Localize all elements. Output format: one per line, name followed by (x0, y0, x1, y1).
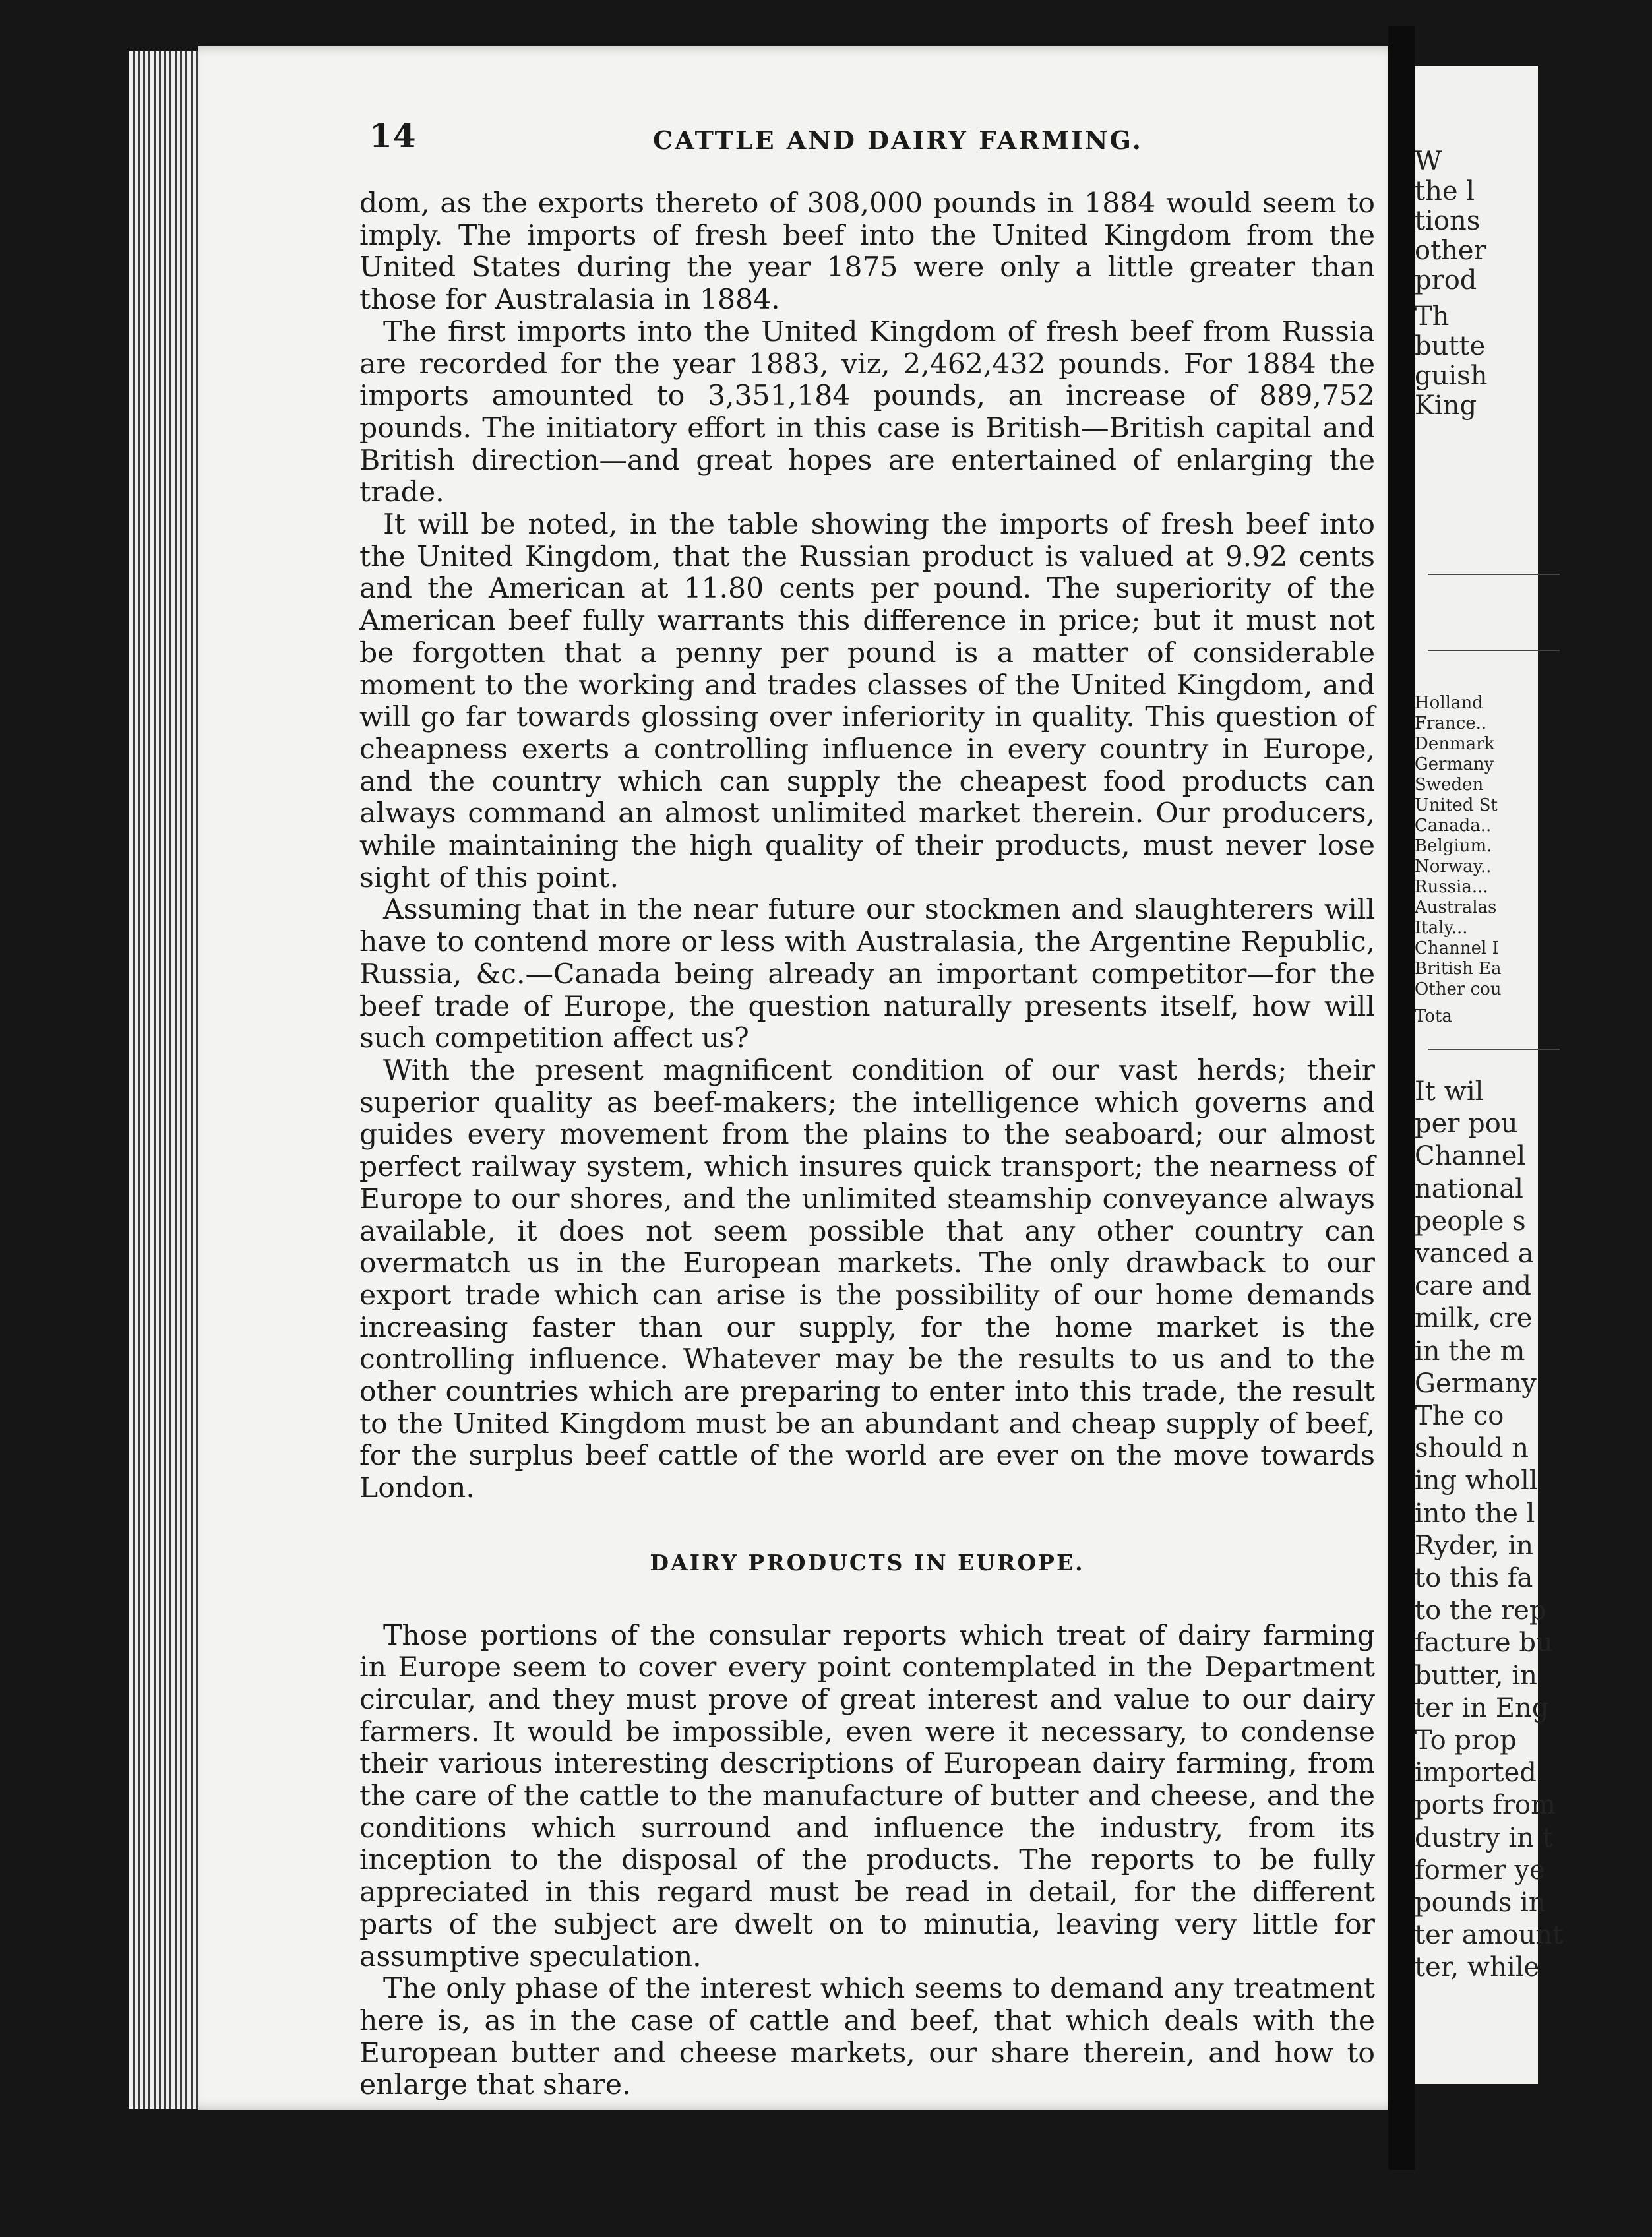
facing-text-line: Germany (1415, 1368, 1537, 1399)
facing-text-line: national (1415, 1173, 1523, 1204)
facing-text-line: To prop (1415, 1725, 1517, 1756)
facing-text-line: other (1415, 235, 1486, 266)
table-rule (1428, 574, 1560, 575)
paragraph: Assuming that in the near future our stockmen and slaughterers will have to contend more or less with Australasia, the Argentine Republic, Russia, &c.—Canada being already an important competitor—for the beef trade of Europe, the question naturally presents itself, how will such competition affect us? (359, 894, 1375, 1055)
facing-text-line: ter in Eng (1415, 1692, 1549, 1723)
facing-text-line: butte (1415, 331, 1486, 361)
facing-table-row: Germany (1415, 754, 1494, 774)
facing-text-line: ports from (1415, 1790, 1556, 1821)
facing-text-line: W (1415, 146, 1442, 177)
facing-page-fragment (1415, 66, 1564, 2084)
facing-text-line: tions (1415, 206, 1481, 236)
facing-text-line: per pou (1415, 1109, 1518, 1140)
paragraph: With the present magnificent condition of our vast herds; their superior quality as beef-makers; the intelligence which governs and guides every movement from the plains to the seaboard; our almost perfect railway system, which insures quick transport; the nearness of Europe to our shores, and the unlimited steamship conveyance always available, it does not seem possible that any other country can overmatch us in the European markets. The only drawback to our export trade which can arise is the possibility of our home demands increasing faster than our supply, for the home market is the controlling influence. Whatever may be the results to us and to the other countries which are preparing to enter into this trade, the result to the United Kingdom must be an abundant and cheap supply of beef, for the surplus beef cattle of the world are ever on the move towards London. (359, 1054, 1375, 1505)
facing-text-line: ing wholl (1415, 1465, 1538, 1496)
facing-table-total: Tota (1415, 1006, 1452, 1026)
book-gutter (1388, 26, 1415, 2170)
facing-text-line: Ryder, in (1415, 1530, 1533, 1561)
page-number: 14 (369, 116, 417, 155)
facing-text-line: the l (1415, 176, 1475, 206)
facing-table-row: Denmark (1415, 734, 1495, 754)
facing-text-line: dustry in t (1415, 1822, 1553, 1853)
facing-table-row: United St (1415, 795, 1498, 815)
facing-text-line: imported (1415, 1758, 1537, 1789)
section-heading: DAIRY PRODUCTS IN EUROPE. (650, 1549, 1085, 1576)
facing-text-line: guish (1415, 361, 1488, 391)
facing-table-row: Channel I (1415, 938, 1499, 958)
facing-text-line: to the rep (1415, 1595, 1546, 1626)
facing-text-line: Th (1415, 301, 1450, 332)
facing-text-line: vanced a (1415, 1239, 1534, 1269)
facing-table-row: Belgium. (1415, 836, 1492, 856)
facing-text-line: The co (1415, 1401, 1504, 1431)
paragraph: The only phase of the interest which seems to demand any treatment here is, as in the case of cattle and beef, that which deals with the European butter and cheese markets, our share therein, and how to enlarge that share. (359, 1973, 1375, 2102)
facing-text-line: pounds in (1415, 1887, 1546, 1918)
facing-text-line: It wil (1415, 1076, 1484, 1107)
page-body (359, 188, 1375, 2102)
facing-text-line: facture bu (1415, 1628, 1553, 1659)
table-rule (1428, 650, 1560, 651)
facing-text-line: care and (1415, 1271, 1531, 1302)
facing-text-line: into the l (1415, 1498, 1535, 1529)
facing-table-row: France.. (1415, 714, 1487, 733)
facing-text-line: to this fa (1415, 1563, 1533, 1593)
facing-text-line: King (1415, 390, 1477, 421)
running-title: CATTLE AND DAIRY FARMING. (653, 125, 1143, 155)
facing-table-row: Russia... (1415, 877, 1488, 897)
facing-table-row: Australas (1415, 898, 1497, 917)
facing-text-line: former ye (1415, 1854, 1545, 1885)
paragraph: Those portions of the consular reports which treat of dairy farming in Europe seem to cover every point contemplated in the Department circular, and they must prove of great interest and value to our dairy farmers. It would be impossible, even were it necessary, to condense their various interesting descriptions of European dairy farming, from the care of the cattle to the manufacture of butter and cheese, and the conditions which surround and influence the industry, from its inception to the disposal of the products. The reports to be fully appreciated in this regard must be read in detail, for the different parts of the subject are dwelt on to minutia, leaving very little for assumptive speculation. (359, 1619, 1375, 1973)
facing-text-line: people s (1415, 1206, 1526, 1237)
facing-text-line: milk, cre (1415, 1303, 1533, 1334)
facing-text-line: should n (1415, 1433, 1529, 1464)
page-header (369, 116, 1372, 162)
facing-table-row: Norway.. (1415, 857, 1492, 876)
paragraph: It will be noted, in the table showing the imports of fresh beef into the United Kingdom, that the Russian product is valued at 9.92 cents and the American at 11.80 cents per pound. The superiority of the American beef fully warrants this difference in price; but it must not be forgotten that a penny per pound is a matter of considerable moment to the working and trades classes of the United Kingdom, and will go far towards glossing over inferiority in quality. This question of cheapness exerts a controlling influence in every country in Europe, and the country which can supply the cheapest food products can always command an almost unlimited market therein. Our producers, while maintaining the high quality of their products, must never lose sight of this point. (359, 508, 1375, 894)
facing-text-line: ter, while (1415, 1952, 1540, 1983)
facing-text-line: Channel (1415, 1141, 1526, 1172)
facing-table-row: Other cou (1415, 979, 1502, 999)
facing-text-line: ter amount (1415, 1920, 1564, 1951)
paragraph: dom, as the exports thereto of 308,000 pounds in 1884 would seem to imply. The imports of fresh beef into the United Kingdom from the United States during the year 1875 were only a little greater than those for Australasia in 1884. (359, 187, 1375, 317)
facing-text-line: in the m (1415, 1335, 1525, 1366)
facing-table-row: Holland (1415, 693, 1483, 713)
facing-text-line: prod (1415, 265, 1477, 295)
table-rule (1428, 1049, 1560, 1050)
facing-table-row: Canada.. (1415, 816, 1492, 836)
facing-text-line: butter, in (1415, 1660, 1537, 1691)
paragraph: The first imports into the United Kingdom of fresh beef from Russia are recorded for the year 1883, viz, 2,462,432 pounds. For 1884 the imports amounted to 3,351,184 pounds, an increase of 889,752 pounds. The initiatory effort in this case is British—British capital and British direction—and great hopes are entertained of enlarging the trade. (359, 315, 1375, 509)
facing-table-row: Sweden (1415, 775, 1484, 795)
facing-table-row: British Ea (1415, 959, 1502, 979)
book-page-edges (129, 51, 200, 2109)
facing-table-row: Italy... (1415, 918, 1468, 938)
